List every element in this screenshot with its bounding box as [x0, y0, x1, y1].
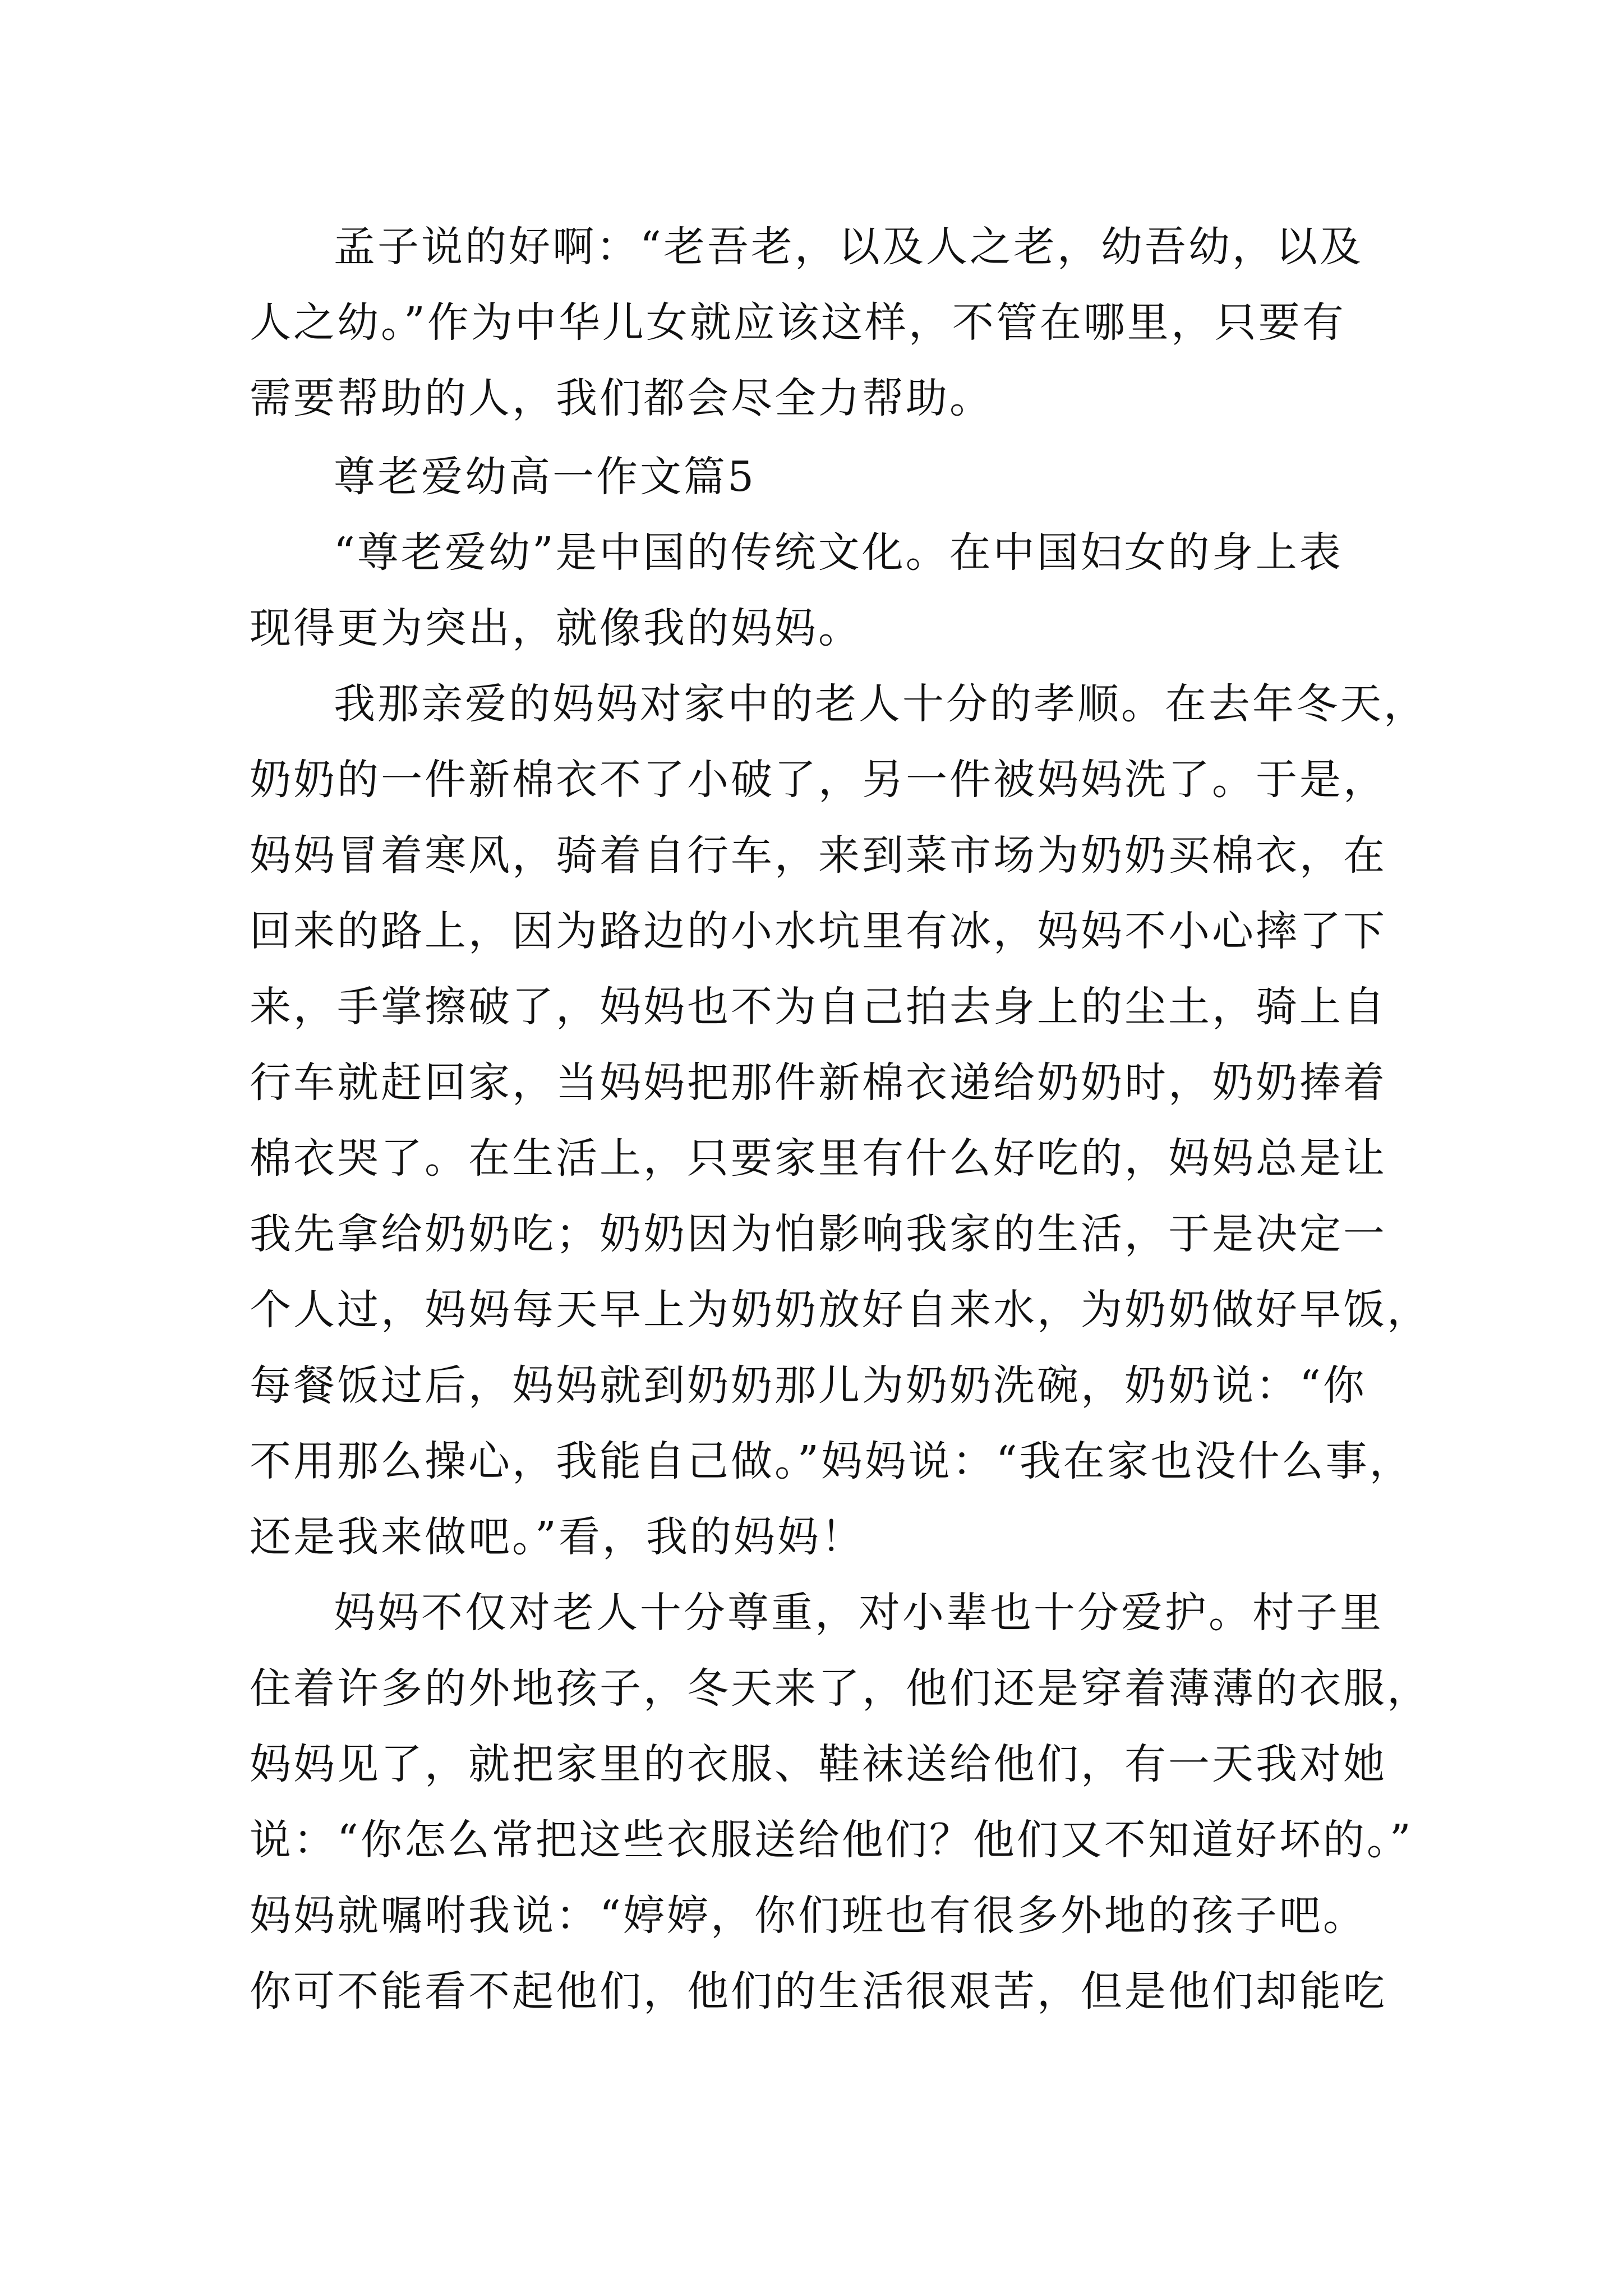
text-line: “尊老爱幼”是中国的传统文化。在中国妇女的身上表 — [334, 528, 1343, 577]
text-line: 个人过，妈妈每天早上为奶奶放好自来水，为奶奶做好早饭， — [250, 1286, 1431, 1334]
text-line: 你可不能看不起他们，他们的生活很艰苦，但是他们却能吃 — [250, 1967, 1387, 2016]
text-line: 我先拿给奶奶吃；奶奶因为怕影响我家的生活，于是决定一 — [250, 1210, 1387, 1258]
text-line: 来，手掌擦破了，妈妈也不为自己拍去身上的尘土，骑上自 — [250, 983, 1387, 1031]
text-line: 住着许多的外地孩子，冬天来了，他们还是穿着薄薄的衣服， — [250, 1664, 1431, 1713]
text-line: 妈妈不仅对老人十分尊重，对小辈也十分爱护。村子里 — [334, 1589, 1384, 1637]
text-line: 需要帮助的人，我们都会尽全力帮助。 — [250, 374, 993, 422]
text-line: 现得更为突出，就像我的妈妈。 — [250, 604, 862, 652]
text-line: 奶奶的一件新棉衣不了小破了，另一件被妈妈洗了。于是， — [250, 756, 1387, 804]
text-line: 人之幼。”作为中华儿女就应该这样，不管在哪里，只要有 — [250, 298, 1346, 347]
text-line: 妈妈就嘱咐我说：“婷婷，你们班也有很多外地的孩子吧。 — [250, 1892, 1367, 1940]
text-line: 妈妈见了，就把家里的衣服、鞋袜送给他们，有一天我对她 — [250, 1740, 1387, 1788]
text-line: 行车就赶回家，当妈妈把那件新棉衣递给奶奶时，奶奶捧着 — [250, 1059, 1387, 1107]
text-line: 还是我来做吧。”看，我的妈妈！ — [250, 1513, 865, 1561]
text-line: 每餐饭过后，妈妈就到奶奶那儿为奶奶洗碗，奶奶说：“你 — [250, 1361, 1367, 1410]
text-line: 回来的路上，因为路边的小水坑里有冰，妈妈不小心摔了下 — [250, 907, 1387, 955]
text-line: 孟子说的好啊：“老吾老，以及人之老，幼吾幼，以及 — [334, 223, 1363, 271]
section-heading: 尊老爱幼高一作文篇5 — [334, 453, 757, 501]
text-line: 我那亲爱的妈妈对家中的老人十分的孝顺。在去年冬天， — [334, 680, 1427, 728]
text-line: 说：“你怎么常把这些衣服送给他们？他们又不知道好坏的。” — [250, 1816, 1413, 1864]
text-line: 妈妈冒着寒风，骑着自行车，来到菜市场为奶奶买棉衣，在 — [250, 831, 1387, 880]
text-line: 不用那么操心，我能自己做。”妈妈说：“我在家也没什么事， — [250, 1437, 1413, 1485]
text-line: 棉衣哭了。在生活上，只要家里有什么好吃的，妈妈总是让 — [250, 1134, 1387, 1182]
